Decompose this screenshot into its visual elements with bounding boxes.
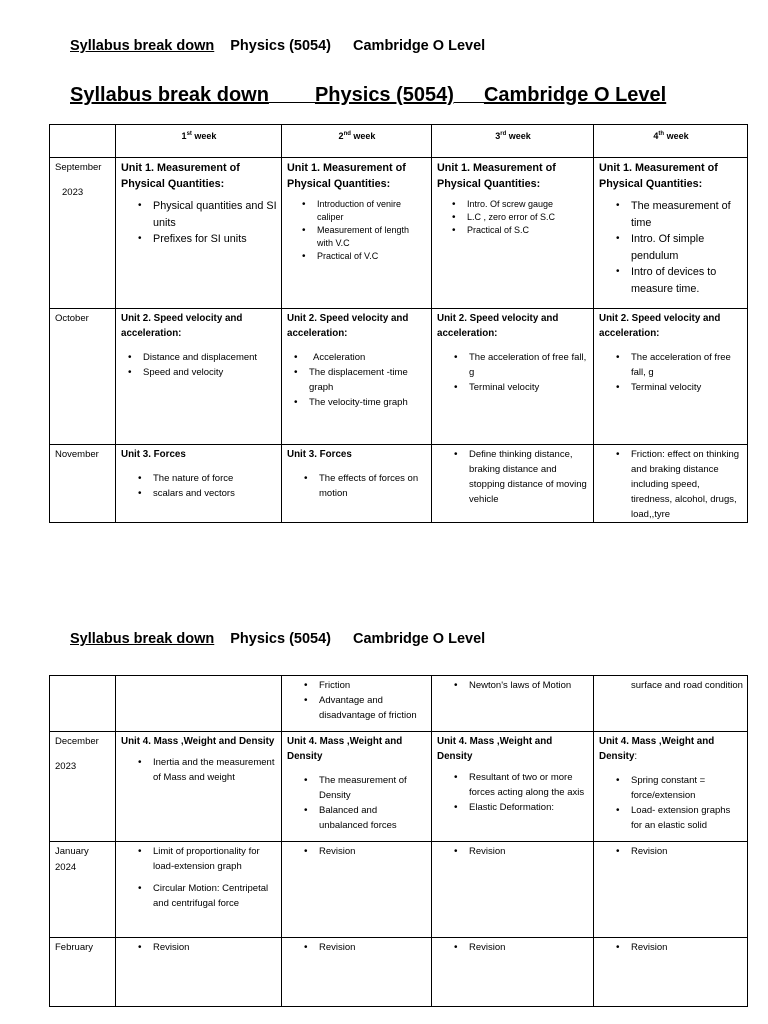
cell-jan-week1 — [116, 842, 282, 938]
list-item: • Intro. Of simple pendulum — [631, 231, 743, 264]
cell-sep-week2: Unit 1. Measurement of Physical Quantities: • Introduction of venire caliper • Measurement of length with V.C • Practical of V.C — [282, 158, 432, 309]
syllabus-table-2 — [49, 675, 748, 1007]
table-row-october — [50, 309, 748, 445]
cell-nov-week2: Unit 3. Forces • The effects of forces on motion — [282, 445, 432, 523]
document-title — [70, 84, 666, 107]
title-text: Syllabus break down — [70, 84, 269, 106]
list-item: • Revision — [319, 940, 427, 955]
cell-oct-week1: Unit 2. Speed velocity and acceleration: • Distance and displacement • Speed and velocity — [116, 309, 282, 445]
cell-sep-week4: Unit 1. Measurement of Physical Quantities: • The measurement of time • Intro. Of simple pendulum • Intro of devices to measure time. — [594, 158, 748, 309]
table-header-row — [50, 125, 748, 158]
header-subject: Physics (5054) — [230, 38, 332, 54]
cell-cont-week1 — [116, 676, 282, 732]
list-item: • Limit of proportionality for load-extension graph — [153, 844, 277, 874]
list-item: • L.C , zero error of S.C — [467, 211, 589, 224]
title-subject: Physics (5054) — [314, 84, 454, 106]
header-board: Cambridge O Level — [353, 38, 486, 54]
list-item: • The measurement of time — [631, 198, 743, 231]
list-item: • Resultant of two or more forces acting along the axis — [469, 770, 589, 800]
cell-cont-week2 — [282, 676, 432, 732]
cell-sep-week1: Unit 1. Measurement of Physical Quantities: • Physical quantities and SI units • Prefixes for SI units — [116, 158, 282, 309]
list-item: • Revision — [153, 940, 277, 955]
list-item: • The velocity-time graph — [309, 395, 427, 410]
cell-nov-week4 — [594, 445, 748, 523]
table-row-continuation — [50, 676, 748, 732]
table-row-september — [50, 158, 748, 309]
list-item: • Measurement of length with V.C — [317, 224, 427, 250]
week-3-header: 3rd week — [432, 125, 594, 158]
cell-jan-week4 — [594, 842, 748, 938]
list-item: • Revision — [469, 940, 589, 955]
page-header-2 — [70, 631, 485, 647]
list-item: • Revision — [631, 844, 743, 859]
list-item: • Introduction of venire caliper — [317, 198, 427, 224]
month-cell: December 2023 — [50, 732, 116, 842]
list-item: • Revision — [469, 844, 589, 859]
list-item: • Practical of S.C — [467, 224, 589, 237]
list-item: • Load- extension graphs for an elastic solid — [631, 803, 743, 833]
cell-feb-week4 — [594, 938, 748, 1007]
month-cell: November — [50, 445, 116, 523]
header-subject: Physics (5054) — [230, 631, 332, 647]
month-cell: February — [50, 938, 116, 1007]
list-item: • Newton's laws of Motion — [469, 678, 589, 693]
list-item: • Inertia and the measurement of Mass and weight — [153, 755, 277, 785]
cell-oct-week3: Unit 2. Speed velocity and acceleration: • The acceleration of free fall, g • Terminal velocity — [432, 309, 594, 445]
list-item: • The acceleration of free fall, g — [469, 350, 589, 380]
cell-sep-week3: Unit 1. Measurement of Physical Quantities: • Intro. Of screw gauge • L.C , zero error of S.C • Practical of S.C — [432, 158, 594, 309]
list-item: • Circular Motion: Centripetal and centrifugal force — [153, 881, 277, 911]
month-cell-empty — [50, 676, 116, 732]
month-cell: October — [50, 309, 116, 445]
list-item: • Prefixes for SI units — [153, 231, 277, 248]
list-item: • Terminal velocity — [631, 380, 743, 395]
list-item: • Friction — [319, 678, 427, 693]
cell-feb-week2 — [282, 938, 432, 1007]
cell-oct-week2: Unit 2. Speed velocity and acceleration: • Acceleration • The displacement -time graph • The velocity-time graph — [282, 309, 432, 445]
cell-dec-week3: Unit 4. Mass ,Weight and Density • Resultant of two or more forces acting along the axis • Elastic Deformation: — [432, 732, 594, 842]
week-4-header: 4th week — [594, 125, 748, 158]
cell-jan-week3 — [432, 842, 594, 938]
title-board: Cambridge O Level — [483, 84, 667, 106]
header-board: Cambridge O Level — [353, 631, 486, 647]
list-item: • Revision — [631, 940, 743, 955]
list-item: • The nature of force — [153, 471, 277, 486]
list-item: • The displacement -time graph — [309, 365, 427, 395]
list-item: • Terminal velocity — [469, 380, 589, 395]
table-row-november — [50, 445, 748, 523]
list-item: • Friction: effect on thinking and braking distance including speed, tiredness, alcohol, drugs, load,,tyre — [631, 447, 743, 522]
list-item: • Distance and displacement — [143, 350, 277, 365]
list-item: • scalars and vectors — [153, 486, 277, 501]
cell-feb-week3 — [432, 938, 594, 1007]
list-item: • Advantage and disadvantage of friction — [319, 693, 427, 723]
header-title: Syllabus break down — [70, 38, 215, 54]
cell-oct-week4: Unit 2. Speed velocity and acceleration: • The acceleration of free fall, g • Terminal velocity — [594, 309, 748, 445]
list-item: • The measurement of Density — [319, 773, 427, 803]
cell-dec-week4: Unit 4. Mass ,Weight and Density: • Spring constant = force/extension • Load- extension graphs for an elastic solid — [594, 732, 748, 842]
header-title: Syllabus break down — [70, 631, 215, 647]
list-item: • Intro of devices to measure time. — [631, 264, 743, 297]
cell-nov-week3 — [432, 445, 594, 523]
cell-cont-week4: surface and road condition — [594, 676, 748, 732]
week-1-header: 1st week — [116, 125, 282, 158]
table-row-january — [50, 842, 748, 938]
page-header — [70, 38, 485, 54]
list-item: • Define thinking distance, braking distance and stopping distance of moving vehicle — [469, 447, 589, 507]
cell-cont-week3 — [432, 676, 594, 732]
cell-jan-week2 — [282, 842, 432, 938]
table-row-december — [50, 732, 748, 842]
list-item: • Physical quantities and SI units — [153, 198, 277, 231]
list-item: • Acceleration — [309, 350, 427, 365]
list-item: • Revision — [319, 844, 427, 859]
cell-nov-week1: Unit 3. Forces • The nature of force • scalars and vectors — [116, 445, 282, 523]
list-item: • Intro. Of screw gauge — [467, 198, 589, 211]
cell-dec-week1: Unit 4. Mass ,Weight and Density • Inertia and the measurement of Mass and weight — [116, 732, 282, 842]
list-item: • Speed and velocity — [143, 365, 277, 380]
week-2-header: 2nd week — [282, 125, 432, 158]
cell-dec-week2: Unit 4. Mass ,Weight and Density • The measurement of Density • Balanced and unbalanced forces — [282, 732, 432, 842]
syllabus-table-1 — [49, 124, 748, 523]
list-item: • The acceleration of free fall, g — [631, 350, 743, 380]
table-row-february — [50, 938, 748, 1007]
list-item: • Spring constant = force/extension — [631, 773, 743, 803]
list-item: • The effects of forces on motion — [319, 471, 427, 501]
header-blank-cell — [50, 125, 116, 158]
month-cell: January 2024 — [50, 842, 116, 938]
list-item: • Practical of V.C — [317, 250, 427, 263]
month-cell: September 2023 — [50, 158, 116, 309]
list-item: • Elastic Deformation: — [469, 800, 589, 815]
list-item: • Balanced and unbalanced forces — [319, 803, 427, 833]
cell-feb-week1 — [116, 938, 282, 1007]
